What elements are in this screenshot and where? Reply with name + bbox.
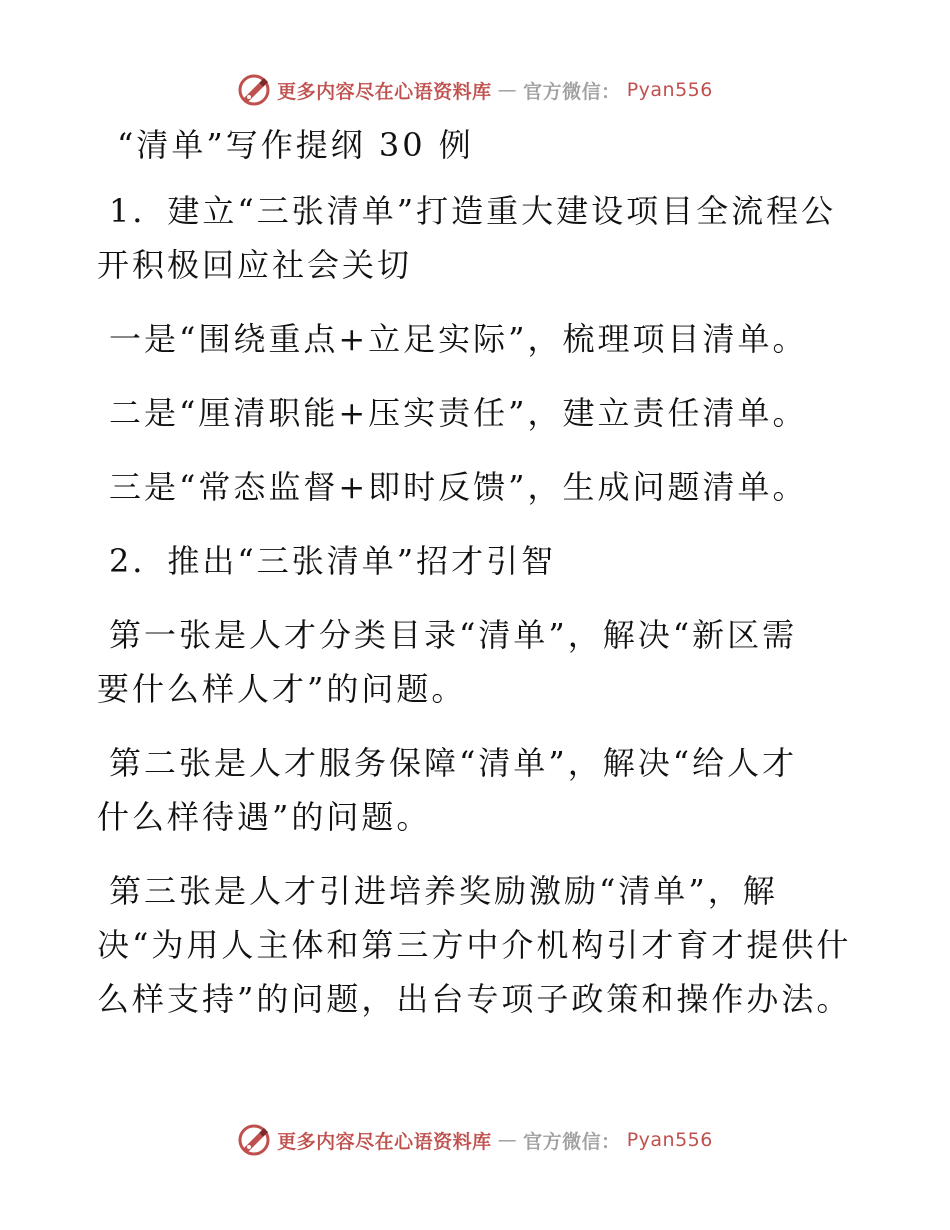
- item2-para1-line1: 第一张是人才分类目录“清单”，解决“新区需: [109, 616, 798, 654]
- item2-para3-line1: 第三张是人才引进培养奖励激励“清单”，解: [109, 872, 778, 910]
- item2-heading: 2．推出“三张清单”招才引智: [109, 542, 557, 580]
- watermark-dash: —: [497, 79, 518, 101]
- item2-para3-line3: 么样支持”的问题，出台专项子政策和操作办法。: [97, 980, 852, 1018]
- document-title: “清单”写作提纲 30 例: [117, 126, 474, 164]
- item2-para3-line2: 决“为用人主体和第三方中介机构引才育才提供什: [97, 926, 852, 964]
- item1-point2: 二是“厘清职能+压实责任”，建立责任清单。: [109, 394, 808, 432]
- watermark-official-label: 官方微信：: [523, 1130, 621, 1153]
- item1-point1: 一是“围绕重点+立足实际”，梳理项目清单。: [109, 320, 808, 358]
- item1-heading-line1: 1．建立“三张清单”打造重大建设项目全流程公: [109, 192, 837, 230]
- item2-para2-line2: 什么样待遇”的问题。: [97, 798, 432, 836]
- pen-logo-icon: [237, 73, 271, 107]
- document-body: [97, 118, 857, 1026]
- item2-para2-line1: 第二张是人才服务保障“清单”，解决“给人才: [109, 744, 798, 782]
- header-watermark: [0, 70, 950, 110]
- footer-watermark: [0, 1120, 950, 1160]
- watermark-wechat-id: Pyan556: [626, 79, 713, 101]
- watermark-site-text: 更多内容尽在心语资料库: [277, 80, 492, 103]
- item1-point3: 三是“常态监督+即时反馈”，生成问题清单。: [109, 468, 808, 506]
- pen-logo-icon: [237, 1123, 271, 1157]
- watermark-official-label: 官方微信：: [523, 80, 621, 103]
- item2-para1-line2: 要什么样人才”的问题。: [97, 670, 467, 708]
- watermark-site-text: 更多内容尽在心语资料库: [277, 1130, 492, 1153]
- watermark-wechat-id: Pyan556: [626, 1129, 713, 1151]
- item1-heading-line2: 开积极回应社会关切: [97, 246, 413, 284]
- watermark-dash: —: [497, 1129, 518, 1151]
